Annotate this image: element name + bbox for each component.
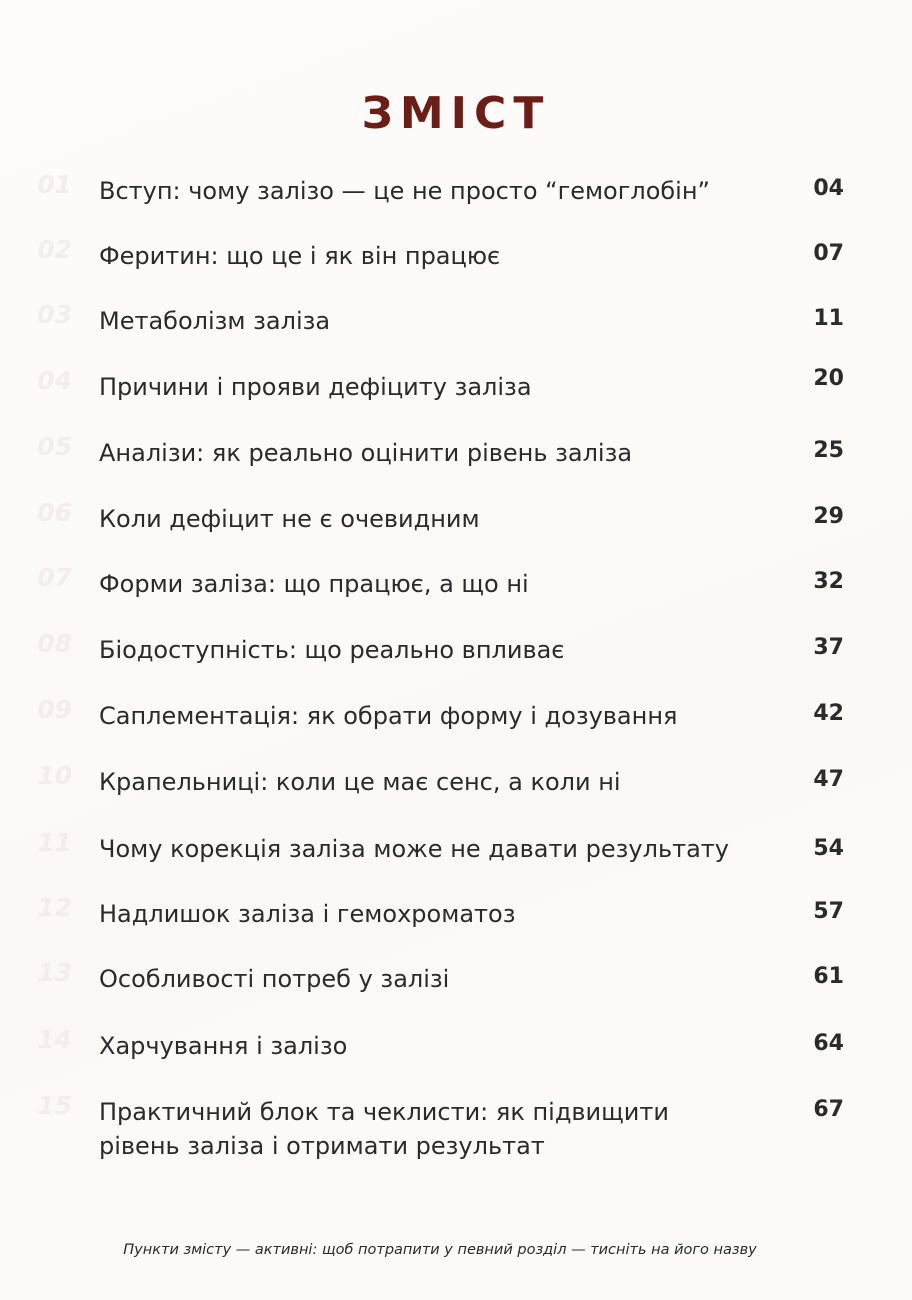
toc-item-page: 64 xyxy=(813,1031,844,1056)
toc-item-page: 42 xyxy=(813,701,844,726)
toc-item-label[interactable]: Саплементація: як обрати форму і дозування xyxy=(99,702,678,730)
toc-item-label[interactable]: Крапельниці: коли це має сенс, а коли ні xyxy=(99,768,621,796)
toc-item-number: 15 xyxy=(37,1091,72,1120)
toc-item-number: 07 xyxy=(37,563,72,592)
toc-item-page: 20 xyxy=(813,366,844,391)
page-title: ЗМІСТ xyxy=(361,88,551,139)
toc-item-label[interactable]: Харчування і залізо xyxy=(99,1032,348,1060)
toc-item-page: 37 xyxy=(813,635,844,660)
toc-item-number: 02 xyxy=(37,235,72,264)
toc-item-label[interactable]: Коли дефіцит не є очевидним xyxy=(99,505,480,533)
toc-item-page: 11 xyxy=(813,306,844,331)
toc-item-label[interactable]: Причини і прояви дефіциту заліза xyxy=(99,373,532,401)
toc-item-label[interactable]: Вступ: чому залізо — це не просто “гемоглобін” xyxy=(99,177,710,205)
toc-item-label[interactable]: Метаболізм заліза xyxy=(99,307,331,335)
toc-item-label[interactable]: Форми заліза: що працює, а що ні xyxy=(99,570,529,598)
toc-item-page: 29 xyxy=(813,504,844,529)
toc-item-page: 54 xyxy=(813,836,844,861)
toc-item-page: 07 xyxy=(813,241,844,266)
toc-item-label[interactable]: Надлишок заліза і гемохроматоз xyxy=(99,900,516,928)
toc-item-page: 47 xyxy=(813,767,844,792)
toc-item-number: 05 xyxy=(37,432,72,461)
toc-item-page: 61 xyxy=(813,964,844,989)
toc-item-number: 14 xyxy=(37,1025,72,1054)
toc-item-number: 11 xyxy=(37,828,72,857)
toc-item-label[interactable]: Аналізи: як реально оцінити рівень заліза xyxy=(99,439,633,467)
toc-item-number: 12 xyxy=(37,893,72,922)
toc-item-page: 04 xyxy=(813,176,844,201)
toc-item-number: 08 xyxy=(37,629,72,658)
toc-item-label[interactable]: Біодоступність: що реально впливає xyxy=(99,636,565,664)
toc-item-label[interactable]: Феритин: що це і як він працює xyxy=(99,242,501,270)
toc-item-number: 03 xyxy=(37,300,72,329)
toc-item-label[interactable]: Чому корекція заліза може не давати результату xyxy=(99,835,729,863)
toc-item-page: 32 xyxy=(813,569,844,594)
toc-item-number: 09 xyxy=(37,695,72,724)
toc-item-number: 06 xyxy=(37,498,72,527)
footnote: Пункти змісту — активні: щоб потрапити у певний розділ — тисніть на його назву xyxy=(123,1242,757,1258)
toc-item-number: 13 xyxy=(37,958,72,987)
toc-item-page: 57 xyxy=(813,899,844,924)
toc-item-page: 25 xyxy=(813,438,844,463)
toc-item-number: 10 xyxy=(37,761,72,790)
toc-item-number: 01 xyxy=(37,170,72,199)
toc-item-label[interactable]: Особливості потреб у залізі xyxy=(99,965,450,993)
toc-item-number: 04 xyxy=(37,366,72,395)
toc-item-page: 67 xyxy=(813,1097,844,1122)
toc-item-label[interactable]: Практичний блок та чеклисти: як підвищити рівень заліза і отримати результат xyxy=(99,1098,669,1160)
